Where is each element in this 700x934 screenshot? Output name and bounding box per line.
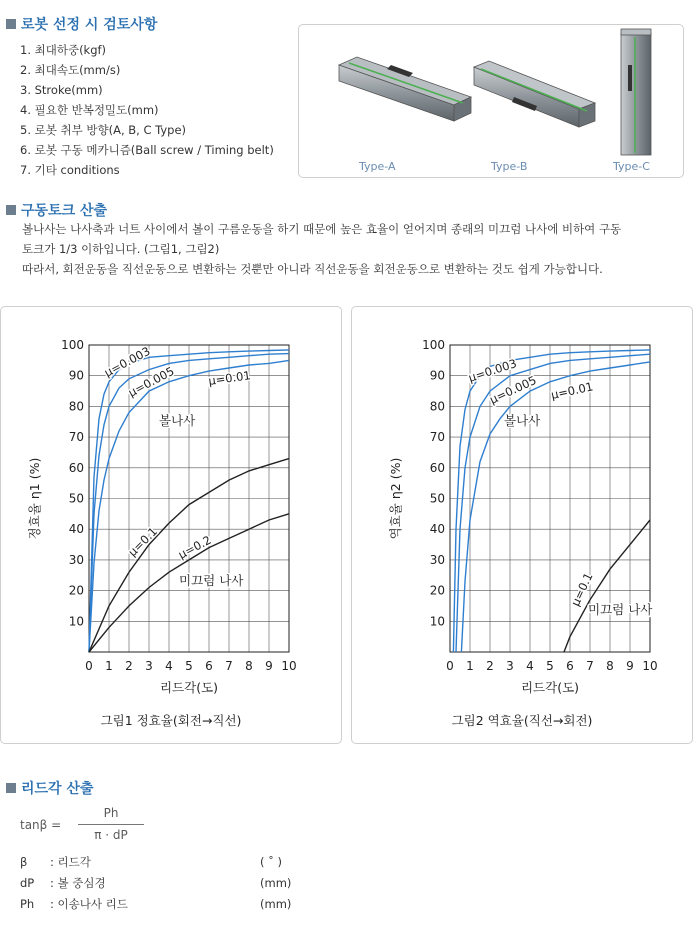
y-tick-label: 30 — [429, 552, 445, 567]
robot-selection-list — [20, 40, 274, 180]
x-tick-label: 6 — [566, 659, 574, 673]
symbol: Ph — [20, 897, 35, 911]
x-tick-label: 7 — [225, 659, 233, 673]
formula-numerator: Ph — [103, 806, 119, 820]
x-tick-label: 8 — [245, 659, 253, 673]
x-tick-label: 0 — [85, 659, 93, 673]
type-b-label: Type-B — [491, 160, 528, 173]
chart-annotation: 볼나사 — [159, 413, 196, 428]
list-item: 6. 로봇 구동 메카니즘(Ball screw / Timing belt) — [20, 143, 274, 157]
symbol-description: : 볼 중심경 — [50, 876, 106, 890]
section-title-driving-torque: 구동토크 산출 — [6, 200, 107, 220]
chart-caption: 그림1 정효율(회전→직선) — [100, 713, 242, 728]
symbol-unit: (mm) — [260, 897, 292, 911]
y-tick-label: 90 — [429, 368, 445, 383]
chart-panel-forward-efficiency — [0, 306, 342, 744]
y-tick-label: 10 — [68, 614, 84, 629]
square-bullet-icon — [6, 783, 16, 793]
y-tick-label: 70 — [429, 430, 445, 445]
y-axis-label: 역효율 η2 (%) — [388, 457, 403, 540]
y-tick-label: 60 — [429, 460, 445, 475]
reverse-efficiency-chart — [352, 307, 692, 707]
robot-type-b-image — [474, 61, 595, 127]
series-label: μ=0.01 — [549, 379, 595, 402]
y-tick-label: 90 — [68, 368, 84, 383]
y-tick-label: 20 — [68, 583, 84, 598]
x-tick-label: 1 — [105, 659, 113, 673]
square-bullet-icon — [6, 205, 16, 215]
x-tick-label: 6 — [205, 659, 213, 673]
x-tick-label: 2 — [125, 659, 133, 673]
robot-type-a-image — [339, 57, 471, 121]
y-tick-label: 40 — [429, 522, 445, 537]
series-label: μ=0.003 — [101, 343, 153, 380]
series-label: μ=0.003 — [466, 356, 519, 385]
series-label: μ=0.1 — [568, 570, 596, 609]
y-tick-label: 30 — [68, 552, 84, 567]
robot-types-panel — [298, 24, 684, 178]
list-item: 5. 로봇 취부 방향(A, B, C Type) — [20, 123, 187, 137]
x-tick-label: 5 — [546, 659, 554, 673]
formula-denominator: π ⋅ dP — [94, 828, 128, 842]
paragraph-line: 볼나사는 나사축과 너트 사이에서 볼이 구름운동을 하기 때문에 높은 효율이 얻어지며 종래의 미끄럼 나사에 비하여 구동 — [22, 222, 622, 236]
lead-angle-formula — [20, 806, 220, 846]
fraction-bar — [78, 824, 144, 825]
x-tick-label: 0 — [446, 659, 454, 673]
series-label: μ=0.005 — [125, 363, 177, 400]
symbol-unit: (mm) — [260, 876, 292, 890]
y-axis-label: 정효율 η1 (%) — [27, 457, 42, 540]
paragraph-line: 토크가 1/3 이하입니다. (그림1, 그림2) — [22, 242, 220, 256]
chart-annotation: 볼나사 — [504, 413, 541, 428]
x-tick-label: 2 — [486, 659, 494, 673]
x-tick-label: 4 — [165, 659, 173, 673]
chart-caption: 그림2 역효율(직선→회전) — [451, 713, 593, 728]
y-tick-label: 100 — [61, 338, 84, 352]
y-tick-label: 80 — [429, 399, 445, 414]
formula-lhs: tanβ = — [20, 818, 62, 832]
chart-annotation: 미끄럼 나사 — [588, 602, 653, 617]
y-tick-label: 50 — [429, 491, 445, 506]
list-item: 4. 필요한 반복정밀도(mm) — [20, 103, 159, 117]
y-tick-label: 40 — [68, 522, 84, 537]
list-item: 7. 기타 conditions — [20, 163, 120, 177]
definition-row — [20, 894, 320, 915]
series-label: μ=0.1 — [125, 524, 161, 560]
symbol-description: : 리드각 — [50, 855, 91, 869]
x-tick-label: 10 — [281, 659, 297, 673]
list-item: 1. 최대하중(kgf) — [20, 43, 107, 57]
symbol-description: : 이송나사 리드 — [50, 897, 128, 911]
definition-row — [20, 873, 320, 894]
chart-panel-reverse-efficiency — [351, 306, 693, 744]
y-tick-label: 80 — [68, 399, 84, 414]
x-tick-label: 4 — [526, 659, 534, 673]
series-label: μ=0.005 — [487, 372, 539, 407]
y-tick-label: 20 — [429, 583, 445, 598]
list-item: 2. 최대속도(mm/s) — [20, 63, 121, 77]
x-tick-label: 10 — [642, 659, 658, 673]
x-tick-label: 1 — [466, 659, 474, 673]
x-tick-label: 3 — [506, 659, 514, 673]
type-a-label: Type-A — [359, 160, 396, 173]
x-tick-label: 3 — [145, 659, 153, 673]
x-tick-label: 8 — [606, 659, 614, 673]
symbol-unit: ( ˚ ) — [260, 855, 283, 869]
y-tick-label: 60 — [68, 460, 84, 475]
section-title-lead-angle: 리드각 산출 — [6, 778, 94, 798]
x-tick-label: 5 — [185, 659, 193, 673]
paragraph-line: 따라서, 회전운동을 직선운동으로 변환하는 것뿐만 아니라 직선운동을 회전운동으로 변환하는 것도 쉽게 가능합니다. — [22, 262, 603, 276]
type-c-label: Type-C — [613, 160, 650, 173]
symbol: dP — [20, 876, 35, 890]
series-label: μ=0.2 — [175, 532, 214, 562]
y-tick-label: 70 — [68, 430, 84, 445]
series-label: μ=0.01 — [207, 368, 252, 388]
symbol: β — [20, 855, 28, 869]
forward-efficiency-chart — [1, 307, 341, 707]
x-tick-label: 7 — [586, 659, 594, 673]
definition-row — [20, 852, 320, 873]
y-tick-label: 50 — [68, 491, 84, 506]
robot-illustrations — [299, 25, 683, 177]
square-bullet-icon — [6, 19, 16, 29]
x-tick-label: 9 — [626, 659, 634, 673]
y-tick-label: 100 — [422, 338, 445, 352]
chart-annotation: 미끄럼 나사 — [179, 573, 244, 588]
x-axis-label: 리드각(도) — [159, 680, 219, 695]
x-axis-label: 리드각(도) — [520, 680, 580, 695]
x-tick-label: 9 — [265, 659, 273, 673]
symbol-definitions — [20, 852, 320, 915]
y-tick-label: 10 — [429, 614, 445, 629]
robot-type-c-image — [621, 29, 651, 155]
list-item: 3. Stroke(mm) — [20, 83, 103, 97]
section-title-robot-selection: 로봇 선정 시 검토사항 — [6, 14, 157, 34]
